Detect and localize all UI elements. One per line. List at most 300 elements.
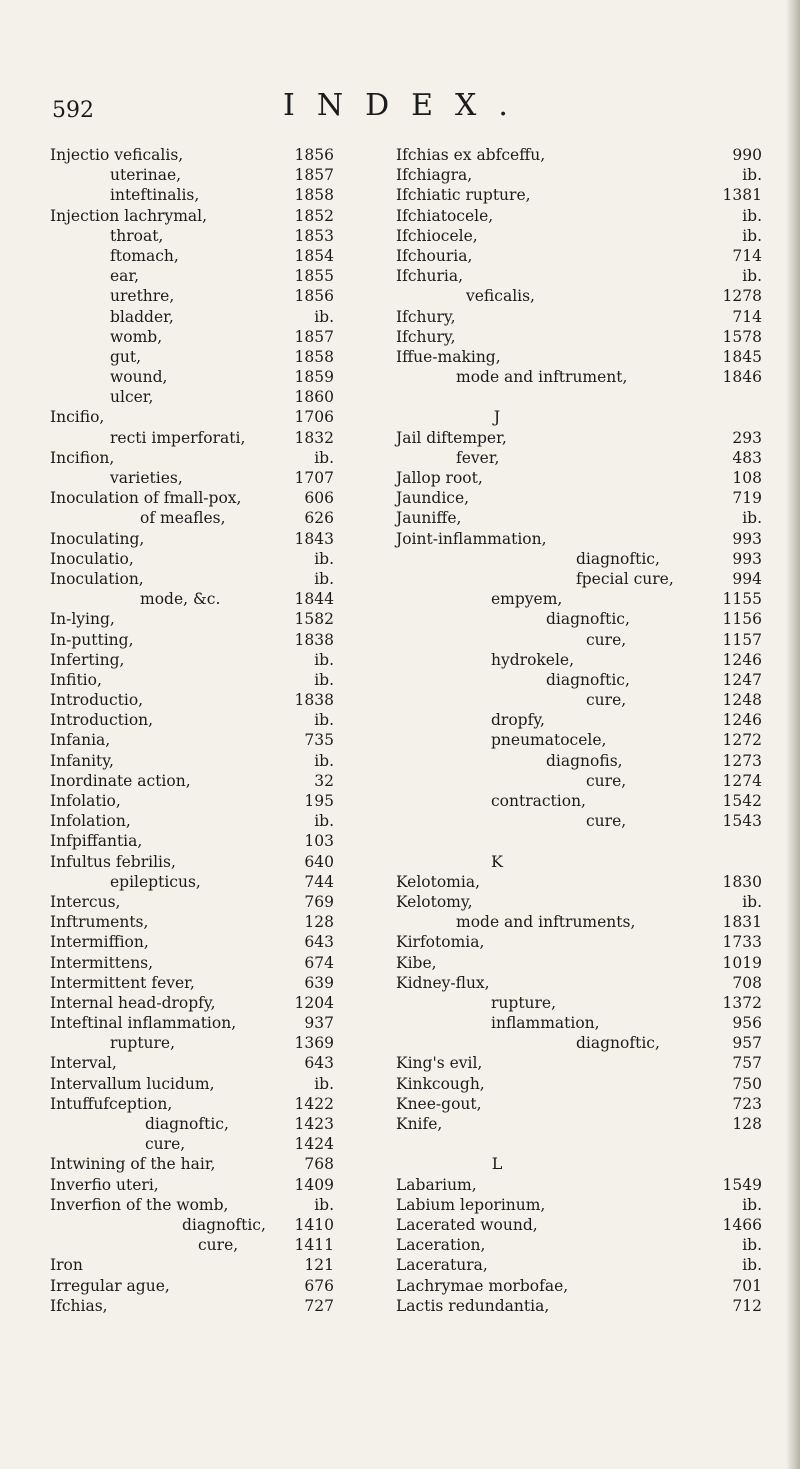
index-page-ref: 1857 <box>294 166 334 185</box>
index-page-ref: 937 <box>304 1014 334 1033</box>
index-entry <box>396 771 762 791</box>
index-entry <box>50 973 392 993</box>
index-entry <box>50 508 392 528</box>
index-term: Intermittens, <box>50 953 154 972</box>
index-page-ref: 1274 <box>722 771 762 790</box>
index-page-ref: 769 <box>304 892 334 911</box>
index-term: pneumatocele, <box>491 731 607 750</box>
index-page-ref: ib. <box>742 226 762 245</box>
index-term: Ifchias, <box>50 1296 108 1315</box>
index-term: mode and inftruments, <box>456 913 636 932</box>
index-entry <box>50 1134 392 1154</box>
index-term: Ifchiatic rupture, <box>396 186 531 205</box>
index-entry <box>396 1094 762 1114</box>
index-page-ref: 768 <box>304 1155 334 1174</box>
index-term: Jallop root, <box>396 469 483 487</box>
index-page-ref: 1845 <box>722 347 762 366</box>
index-entry <box>50 953 392 973</box>
index-entry <box>50 1013 392 1033</box>
index-term: cure, <box>586 691 627 710</box>
index-entry <box>50 609 392 629</box>
index-page-ref: 1858 <box>294 347 334 366</box>
index-term: Lactis redundantia, <box>396 1296 550 1315</box>
index-page-ref: 1706 <box>294 408 334 427</box>
index-page-ref: 640 <box>304 852 334 871</box>
index-term: ear, <box>110 267 140 286</box>
index-page-ref: 719 <box>732 489 762 508</box>
index-entry <box>50 145 392 165</box>
index-page-ref: ib. <box>314 670 334 689</box>
index-term: womb, <box>110 327 163 346</box>
section-letter <box>396 852 758 872</box>
index-entry <box>50 1276 392 1296</box>
index-entry <box>50 468 392 488</box>
index-page-ref: 1838 <box>294 691 334 710</box>
index-page-ref: 735 <box>304 731 334 750</box>
index-term: diagnoftic, <box>182 1215 266 1234</box>
index-term: Injection lachrymal, <box>50 206 208 225</box>
index-page-ref: 1410 <box>294 1215 334 1234</box>
index-entry <box>50 730 392 750</box>
index-entry <box>396 145 762 165</box>
index-term: Kidney-flux, <box>396 973 490 992</box>
index-term: cure, <box>586 812 627 831</box>
index-page-ref: 1853 <box>294 226 334 245</box>
index-page-ref: 1844 <box>294 590 334 609</box>
index-term: urethre, <box>110 287 175 306</box>
index-page-ref: 1411 <box>294 1236 334 1255</box>
index-page-ref: ib. <box>742 1236 762 1255</box>
index-term: Infitio, <box>50 670 102 689</box>
index-term: Jail diftemper, <box>396 428 507 447</box>
index-page-ref: 1543 <box>722 812 762 831</box>
index-entry <box>396 448 762 468</box>
index-term: Lachrymae morbofae, <box>396 1276 569 1295</box>
index-entry <box>50 912 392 932</box>
index-term: Jauniffe, <box>396 509 462 528</box>
index-page-ref: 643 <box>304 1054 334 1073</box>
index-term: Labarium, <box>396 1175 477 1194</box>
index-page-ref: ib. <box>742 166 762 185</box>
index-entry <box>396 246 762 266</box>
index-entry <box>50 932 392 952</box>
index-entry <box>396 226 762 246</box>
index-page-ref: 957 <box>732 1034 762 1053</box>
index-entry <box>50 246 392 266</box>
index-page-ref: 1852 <box>294 206 334 225</box>
index-entry <box>396 1053 762 1073</box>
index-term: fpecial cure, <box>576 569 674 588</box>
index-page-ref: 1246 <box>722 711 762 730</box>
index-entry <box>396 367 762 387</box>
index-entry <box>396 730 762 750</box>
index-term: Inoculation of fmall-pox, <box>50 489 242 508</box>
index-page-ref: ib. <box>314 1195 334 1214</box>
index-page-ref: ib. <box>742 892 762 911</box>
index-page-ref: 714 <box>732 307 762 326</box>
index-page-ref: ib. <box>314 549 334 568</box>
section-letter-label: L <box>491 1154 503 1174</box>
index-term: Intuffufception, <box>50 1094 173 1113</box>
index-page-ref: 750 <box>732 1074 762 1093</box>
index-entry <box>50 1215 392 1235</box>
index-page-ref: 639 <box>304 973 334 992</box>
index-term: Kelotomia, <box>396 872 481 891</box>
index-page-ref: ib. <box>314 307 334 326</box>
index-term: diagnoftic, <box>576 1034 660 1053</box>
section-letter <box>396 1154 758 1174</box>
index-entry <box>50 993 392 1013</box>
index-entry <box>396 993 762 1013</box>
index-page-ref: ib. <box>314 1074 334 1093</box>
index-page-ref: 1542 <box>722 792 762 810</box>
index-entry <box>50 811 392 831</box>
section-letter-label: J <box>493 407 501 427</box>
index-entry <box>50 791 392 811</box>
index-term: Inordinate action, <box>50 771 191 790</box>
index-term: Internal head-dropfy, <box>50 993 216 1012</box>
index-entry <box>396 872 762 892</box>
index-entry <box>396 165 762 185</box>
index-page-ref: 1247 <box>722 670 762 689</box>
index-term: Intermiffion, <box>50 933 149 952</box>
index-entry <box>50 1195 392 1215</box>
index-page-ref: 990 <box>732 146 762 164</box>
index-entry <box>50 589 392 609</box>
index-page-ref: 708 <box>732 973 762 992</box>
index-page-ref: ib. <box>314 812 334 831</box>
index-page-ref: 1466 <box>722 1215 762 1234</box>
index-entry <box>396 529 762 549</box>
index-page-ref: ib. <box>314 650 334 669</box>
index-term: Iffue-making, <box>396 347 501 366</box>
index-term: recti imperforati, <box>110 428 246 447</box>
index-page-ref: 483 <box>732 448 762 467</box>
index-term: epilepticus, <box>110 872 201 891</box>
index-term: Labium leporinum, <box>396 1195 546 1214</box>
index-page-ref: 128 <box>732 1115 762 1133</box>
index-entry <box>50 448 392 468</box>
index-entry <box>50 771 392 791</box>
index-term: Kirfotomia, <box>396 933 485 952</box>
index-entry <box>50 428 392 448</box>
index-term: contraction, <box>491 792 586 810</box>
index-entry <box>50 892 392 912</box>
index-term: diagnoftic, <box>145 1115 229 1133</box>
index-entry <box>396 266 762 286</box>
index-term: diagnoftic, <box>546 670 630 689</box>
index-page-ref: 712 <box>732 1296 762 1315</box>
index-page-ref: 757 <box>732 1054 762 1073</box>
index-term: Kinkcough, <box>396 1074 485 1093</box>
index-entry <box>50 549 392 569</box>
index-page-ref: 1272 <box>722 731 762 750</box>
index-page-ref: 1860 <box>294 388 334 407</box>
index-page-ref: 1278 <box>722 287 762 306</box>
index-page-ref: 1372 <box>722 993 762 1012</box>
index-page-ref: 714 <box>732 246 762 265</box>
index-page-ref: 103 <box>304 832 334 851</box>
index-term: mode, &c. <box>140 590 221 609</box>
section-gap <box>396 1134 758 1154</box>
index-term: hydrokele, <box>491 650 575 669</box>
index-entry <box>50 1074 392 1094</box>
index-term: Ifchiatocele, <box>396 206 494 225</box>
index-page-ref: 1423 <box>294 1115 334 1133</box>
index-page-ref: 1578 <box>722 327 762 346</box>
index-term: fever, <box>456 448 500 467</box>
page-number: 592 <box>52 98 94 123</box>
index-entry <box>50 165 392 185</box>
index-term: Ifchury, <box>396 327 456 346</box>
index-page-ref: 1859 <box>294 368 334 387</box>
index-term: Inteftinal inflammation, <box>50 1014 237 1033</box>
index-entry <box>396 932 762 952</box>
index-page-ref: 723 <box>732 1094 762 1113</box>
index-term: diagnoftic, <box>546 610 630 629</box>
index-entry <box>50 226 392 246</box>
index-entry <box>50 872 392 892</box>
index-entry <box>396 206 762 226</box>
index-term: gut, <box>110 347 142 366</box>
index-term: cure, <box>586 771 627 790</box>
index-page-ref: 1855 <box>294 267 334 286</box>
index-page-ref: ib. <box>742 1256 762 1275</box>
index-entry <box>396 286 762 306</box>
index-term: Intervallum lucidum, <box>50 1074 215 1093</box>
index-page-ref: 626 <box>304 509 334 528</box>
index-term: Inverfio uteri, <box>50 1175 159 1194</box>
index-term: Ifchias ex abfceffu, <box>396 146 546 164</box>
index-term: Ifchiagra, <box>396 166 473 185</box>
index-entry <box>50 1094 392 1114</box>
index-column-left <box>50 145 392 1316</box>
index-entry <box>396 508 762 528</box>
index-term: ftomach, <box>110 246 179 265</box>
index-term: Inoculatio, <box>50 549 134 568</box>
index-term: mode and inftrument, <box>456 368 628 387</box>
index-entry <box>50 347 392 367</box>
index-term: Inftruments, <box>50 913 149 932</box>
section-letter-label: K <box>491 851 503 871</box>
index-page-ref: 993 <box>732 549 762 568</box>
index-term: wound, <box>110 368 168 387</box>
index-page-ref: 1273 <box>722 751 762 770</box>
index-term: Kibe, <box>396 953 437 972</box>
index-term: Laceration, <box>396 1236 486 1255</box>
index-term: Infolatio, <box>50 792 121 810</box>
index-entry <box>396 1255 762 1275</box>
index-term: Inoculating, <box>50 529 145 548</box>
index-entry <box>396 185 762 205</box>
index-term: uterinae, <box>110 166 182 185</box>
index-entry <box>50 1296 392 1316</box>
index-term: Infultus febrilis, <box>50 852 176 871</box>
index-page-ref: 1856 <box>294 146 334 164</box>
index-term: Ifchiocele, <box>396 226 478 245</box>
index-term: In-lying, <box>50 610 115 629</box>
index-entry <box>50 327 392 347</box>
index-page-ref: 1246 <box>722 650 762 669</box>
running-title: INDEX. <box>283 88 530 123</box>
index-page-ref: 128 <box>304 913 334 932</box>
index-entry <box>50 1114 392 1134</box>
index-page-ref: 1381 <box>722 186 762 205</box>
index-entry <box>396 953 762 973</box>
index-page-ref: 676 <box>304 1276 334 1295</box>
section-letter <box>396 407 758 427</box>
index-entry <box>396 327 762 347</box>
index-page-ref: 1832 <box>294 428 334 447</box>
index-entry <box>50 569 392 589</box>
index-entry <box>50 266 392 286</box>
index-entry <box>396 549 762 569</box>
index-page-ref: ib. <box>742 1195 762 1214</box>
index-term: of meafles, <box>140 509 226 528</box>
index-page-ref: ib. <box>314 569 334 588</box>
index-entry <box>396 630 762 650</box>
index-term: Infanity, <box>50 751 114 770</box>
index-term: Ifchouria, <box>396 246 473 265</box>
index-entry <box>396 428 762 448</box>
index-term: Incifio, <box>50 408 105 427</box>
index-entry <box>396 710 762 730</box>
index-page-ref: ib. <box>742 267 762 286</box>
index-term: Ifchury, <box>396 307 456 326</box>
index-page-ref: 1858 <box>294 186 334 205</box>
index-page-ref: 1369 <box>294 1034 334 1053</box>
index-page-ref: 994 <box>732 569 762 588</box>
index-page-ref: 727 <box>304 1296 334 1315</box>
index-term: rupture, <box>110 1034 176 1053</box>
index-term: Introductio, <box>50 691 144 710</box>
index-entry <box>396 690 762 710</box>
index-page-ref: 1854 <box>294 246 334 265</box>
index-entry <box>50 1175 392 1195</box>
index-entry <box>396 307 762 327</box>
index-term: Interval, <box>50 1054 117 1073</box>
index-entry <box>396 1296 762 1316</box>
index-term: diagnoftic, <box>576 549 660 568</box>
index-term: varieties, <box>110 469 183 487</box>
index-page-ref: 32 <box>314 771 334 790</box>
index-term: Inoculation, <box>50 569 144 588</box>
index-term: Kelotomy, <box>396 892 473 911</box>
index-entry <box>396 892 762 912</box>
index-entry <box>50 650 392 670</box>
index-term: Introduction, <box>50 711 154 730</box>
index-entry <box>396 811 762 831</box>
index-entry <box>396 589 762 609</box>
index-term: In-putting, <box>50 630 134 649</box>
index-page-ref: 1422 <box>294 1094 334 1113</box>
index-page-ref: ib. <box>314 711 334 730</box>
index-term: Lacerated wound, <box>396 1215 538 1234</box>
index-term: inteftinalis, <box>110 186 200 205</box>
index-entry <box>50 1033 392 1053</box>
index-page-ref: 1733 <box>722 933 762 952</box>
index-term: Injectio veficalis, <box>50 146 184 164</box>
index-entry <box>396 1215 762 1235</box>
section-gap <box>396 387 758 407</box>
index-page-ref: ib. <box>742 509 762 528</box>
index-term: Infolation, <box>50 812 131 831</box>
index-page-ref: 1843 <box>294 529 334 548</box>
index-term: Infpiffantia, <box>50 832 143 851</box>
index-entry <box>396 650 762 670</box>
index-page-ref: 1156 <box>722 610 762 629</box>
index-entry <box>396 1114 762 1134</box>
index-page-ref: 1856 <box>294 287 334 306</box>
index-entry <box>396 347 762 367</box>
index-page-ref: 1155 <box>722 590 762 609</box>
index-page-ref: 1838 <box>294 630 334 649</box>
index-page-ref: 643 <box>304 933 334 952</box>
index-entry <box>50 1255 392 1275</box>
index-page-ref: 1582 <box>294 610 334 629</box>
index-page-ref: 1830 <box>722 872 762 891</box>
index-term: cure, <box>586 630 627 649</box>
index-entry <box>396 791 762 811</box>
index-entry <box>50 831 392 851</box>
index-page-ref: 1857 <box>294 327 334 346</box>
index-page-ref: 121 <box>304 1256 334 1275</box>
index-term: Incifion, <box>50 448 115 467</box>
index-column-right <box>396 145 762 1316</box>
index-entry <box>50 529 392 549</box>
index-entry <box>396 1175 762 1195</box>
index-entry <box>396 468 762 488</box>
index-entry <box>50 690 392 710</box>
index-page-ref: 293 <box>732 428 762 447</box>
index-page-ref: 956 <box>732 1014 762 1033</box>
index-term: Jaundice, <box>396 489 470 508</box>
index-term: Laceratura, <box>396 1256 488 1275</box>
index-term: King's evil, <box>396 1054 483 1073</box>
index-term: Knee-gout, <box>396 1094 482 1113</box>
index-entry <box>396 1013 762 1033</box>
index-term: inflammation, <box>491 1014 600 1033</box>
index-term: Intercus, <box>50 892 121 911</box>
index-entry <box>396 609 762 629</box>
index-entry <box>50 206 392 226</box>
index-entry <box>396 751 762 771</box>
index-term: Infania, <box>50 731 111 750</box>
index-entry <box>50 1235 392 1255</box>
index-entry <box>50 387 392 407</box>
index-entry <box>396 1074 762 1094</box>
index-page-ref: ib. <box>314 448 334 467</box>
index-term: cure, <box>198 1236 239 1255</box>
index-page-ref: 1204 <box>294 993 334 1012</box>
index-page-ref: 1707 <box>294 469 334 487</box>
index-term: Inverfion of the womb, <box>50 1195 229 1214</box>
index-page-ref: 1157 <box>722 630 762 649</box>
index-term: Intermittent fever, <box>50 973 195 992</box>
index-page-ref: 1248 <box>722 691 762 710</box>
index-entry <box>50 751 392 771</box>
index-term: diagnofis, <box>546 751 623 770</box>
index-page-ref: ib. <box>742 206 762 225</box>
index-entry <box>50 1053 392 1073</box>
index-page-ref: 674 <box>304 953 334 972</box>
index-entry <box>396 1033 762 1053</box>
section-gap <box>396 831 758 851</box>
index-term: rupture, <box>491 993 557 1012</box>
index-term: veficalis, <box>466 287 535 306</box>
index-term: Intwining of the hair, <box>50 1155 216 1174</box>
index-term: cure, <box>145 1135 186 1154</box>
